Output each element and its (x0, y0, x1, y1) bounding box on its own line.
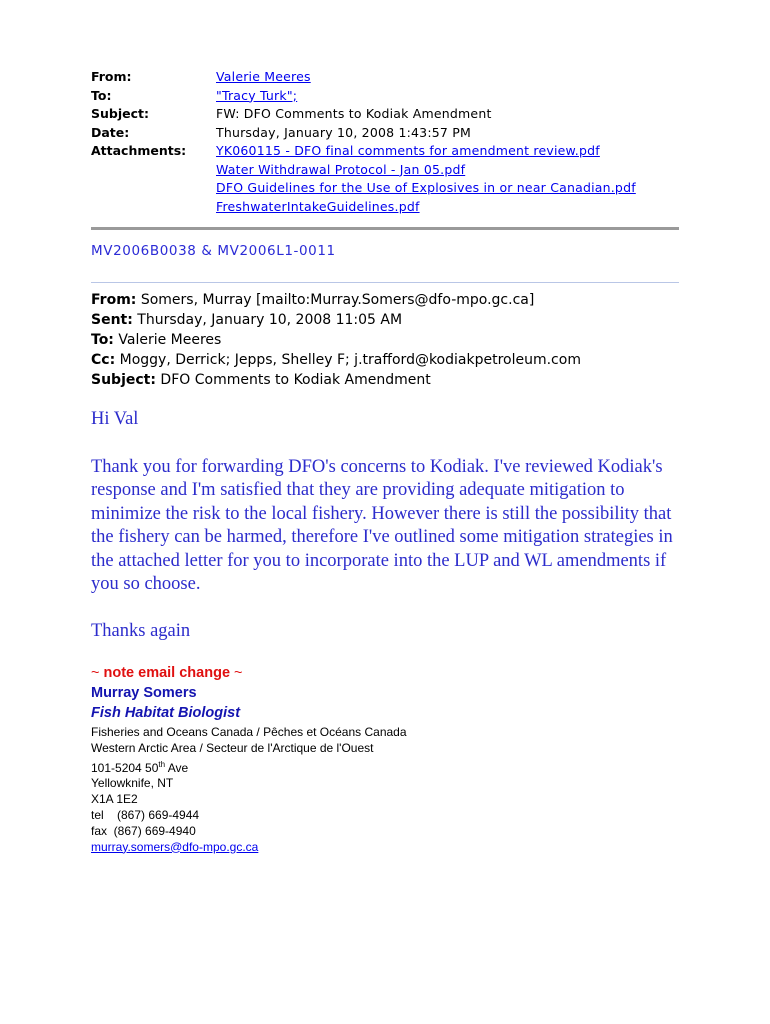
fwd-from-row (91, 290, 581, 310)
fwd-subject-row (91, 370, 581, 390)
fwd-cc-value: Moggy, Derrick; Jepps, Shelley F; j.trafford@kodiakpetroleum.com (119, 352, 581, 368)
date-label: Date: (91, 124, 130, 140)
email-change-note (91, 663, 691, 683)
date-value: Thursday, January 10, 2008 1:43:57 PM (216, 124, 471, 140)
message-body (91, 408, 691, 643)
to-link[interactable]: "Tracy Turk"; (216, 87, 298, 103)
subject-label: Subject: (91, 106, 149, 121)
reference-numbers: MV2006B0038 & MV2006L1-0011 (91, 243, 336, 259)
attachment-link[interactable]: YK060115 - DFO final comments for amendment review.pdf (216, 143, 600, 158)
street-rest: Ave (165, 760, 189, 775)
header-to-row (91, 87, 691, 106)
signature-email-link[interactable]: murray.somers@dfo-mpo.gc.ca (91, 839, 259, 854)
message-paragraph: Thank you for forwarding DFO's concerns to Kodiak. I've reviewed Kodiak's response and I'm satisfied that they are providing adequate mitigation to minimize the risk to the local fishery. However there is still the possibility that the fishery can be harmed, therefore I've outlined some mitigation strategies in the attached letter for you to incorporate into the LUP and WL amendments if you so choose. (91, 456, 673, 594)
fwd-to-label: To: (91, 332, 114, 348)
signature-title: Fish Habitat Biologist (91, 705, 241, 721)
from-label: From: (91, 69, 132, 84)
header-attachments-row (91, 142, 691, 216)
street-number: 101-5204 50 (91, 760, 159, 775)
signature-tel: tel (867) 669-4944 (91, 807, 200, 822)
fwd-from-label: From: (91, 292, 137, 308)
forwarded-header (91, 290, 581, 390)
fwd-subject-value: DFO Comments to Kodiak Amendment (160, 372, 431, 388)
fwd-to-value: Valerie Meeres (118, 332, 222, 348)
email-header (91, 68, 691, 216)
closing: Thanks again (91, 620, 191, 641)
attachments-label: Attachments: (91, 143, 187, 158)
signature-postal: X1A 1E2 (91, 792, 138, 807)
signature-org: Fisheries and Oceans Canada / Pêches et Océans Canada (91, 725, 407, 739)
signature-street (91, 757, 691, 777)
subject-value: FW: DFO Comments to Kodiak Amendment (216, 106, 492, 121)
header-subject-row (91, 105, 691, 124)
signature-name: Murray Somers (91, 685, 197, 701)
signature-block (91, 663, 691, 855)
attachment-link[interactable]: DFO Guidelines for the Use of Explosives in or near Canadian.pdf (216, 180, 636, 195)
fwd-cc-row (91, 350, 581, 370)
note-tilde-left: ~ (91, 665, 104, 681)
fwd-cc-label: Cc: (91, 352, 116, 368)
fwd-sent-label: Sent: (91, 312, 133, 328)
signature-fax: fax (867) 669-4940 (91, 823, 196, 838)
fwd-sent-row (91, 310, 581, 330)
fwd-to-row (91, 330, 581, 350)
fwd-from-value: Somers, Murray [mailto:Murray.Somers@dfo-mpo.gc.ca] (140, 292, 535, 308)
signature-city: Yellowknife, NT (91, 776, 174, 791)
attachment-link[interactable]: FreshwaterIntakeGuidelines.pdf (216, 198, 420, 214)
from-link[interactable]: Valerie Meeres (216, 69, 311, 84)
signature-area: Western Arctic Area / Secteur de l'Arctique de l'Ouest (91, 740, 374, 755)
attachments-list (216, 142, 691, 216)
note-text: note email change (103, 665, 231, 681)
to-label: To: (91, 87, 112, 103)
header-from-row (91, 68, 691, 87)
street-ordinal: th (158, 759, 166, 769)
header-date-row (91, 124, 691, 143)
fwd-subject-label: Subject: (91, 372, 156, 388)
note-tilde-right: ~ (230, 665, 243, 681)
attachment-link[interactable]: Water Withdrawal Protocol - Jan 05.pdf (216, 161, 466, 177)
reference-divider (91, 282, 679, 283)
greeting: Hi Val (91, 409, 139, 429)
header-divider (91, 227, 679, 230)
fwd-sent-value: Thursday, January 10, 2008 11:05 AM (137, 312, 403, 328)
